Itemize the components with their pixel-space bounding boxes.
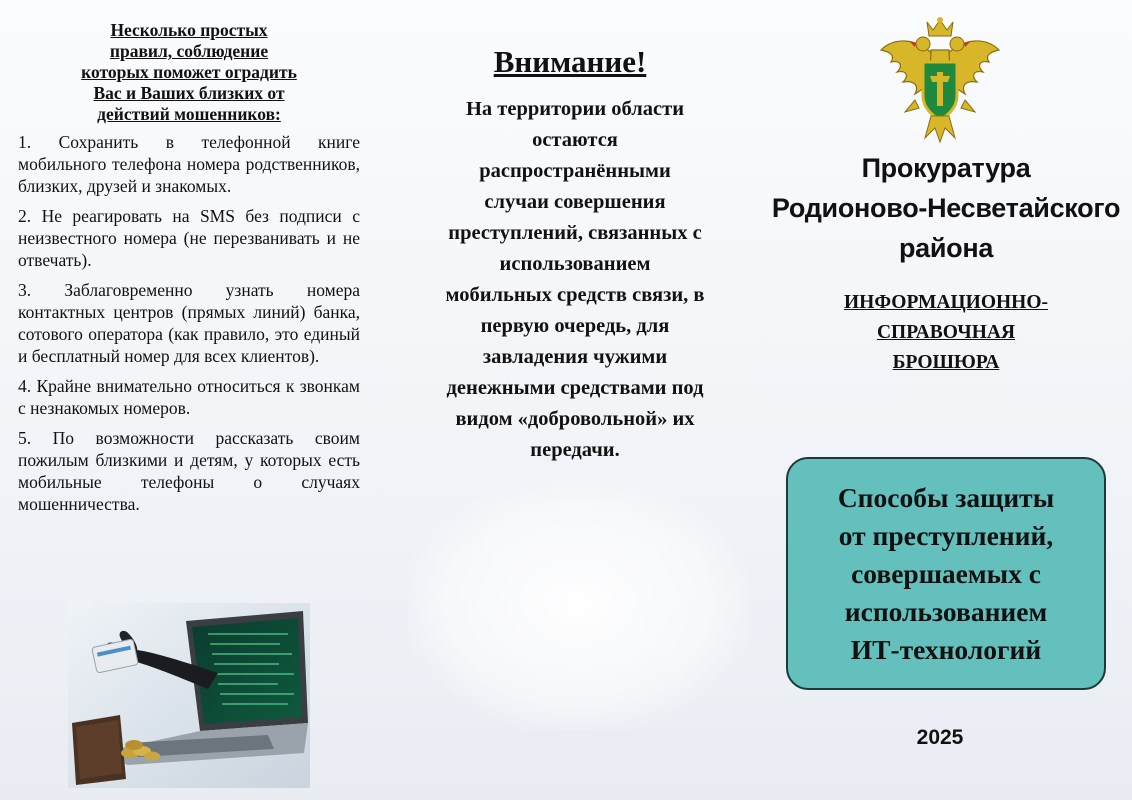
background-glow	[408, 480, 748, 730]
publication-year: 2025	[916, 726, 964, 749]
organization-name: Прокуратура Родионово-Несветайского района	[771, 153, 1121, 263]
rule-item: 4. Крайне внимательно относиться к звонкам с незнакомых номеров.	[18, 376, 360, 418]
rule-item: 1. Сохранить в телефонной книге мобильного телефона номера родственников, близких, друзей и знакомых.	[18, 132, 360, 196]
attention-heading: Внимание!	[493, 44, 647, 79]
topic-title: Способы защиты от преступлений, совершаемых с использованием ИТ-технологий	[837, 481, 1055, 665]
topic-box	[786, 457, 1106, 690]
hacker-hand-laptop-card-photo-icon	[68, 603, 310, 788]
rule-item: 5. По возможности рассказать своим пожилым близкими и детям, у которых есть мобильные телефоны о случаях мошенничества.	[18, 428, 360, 514]
brochure-type: ИНФОРМАЦИОННО- СПРАВОЧНАЯ БРОШЮРА	[843, 292, 1049, 373]
cover-panel	[760, 0, 1132, 800]
hacker-laptop-photo	[68, 603, 310, 788]
double-headed-eagle-emblem-icon	[875, 16, 1005, 146]
attention-text: На территории области остаются распространёнными случаи совершения преступлений, связанных с использованием мобильных средств связи, в первую очередь, для завладения чужими денежными средствами под видом «добровольной» их передачи.	[445, 98, 705, 461]
rule-item: 3. Заблаговременно узнать номера контактных центров (прямых линий) банка, сотового оператора (как правило, это единый и бесплатный номер для всех клиентов).	[18, 280, 360, 366]
rules-heading: Несколько простых правил, соблюдение которых поможет оградить Вас и Ваших близких от действий мошенников:	[81, 20, 297, 124]
attention-panel	[380, 0, 760, 800]
rule-item: 2. Не реагировать на SMS без подписи с неизвестного номера (не перезванивать и не отвечать).	[18, 206, 360, 270]
